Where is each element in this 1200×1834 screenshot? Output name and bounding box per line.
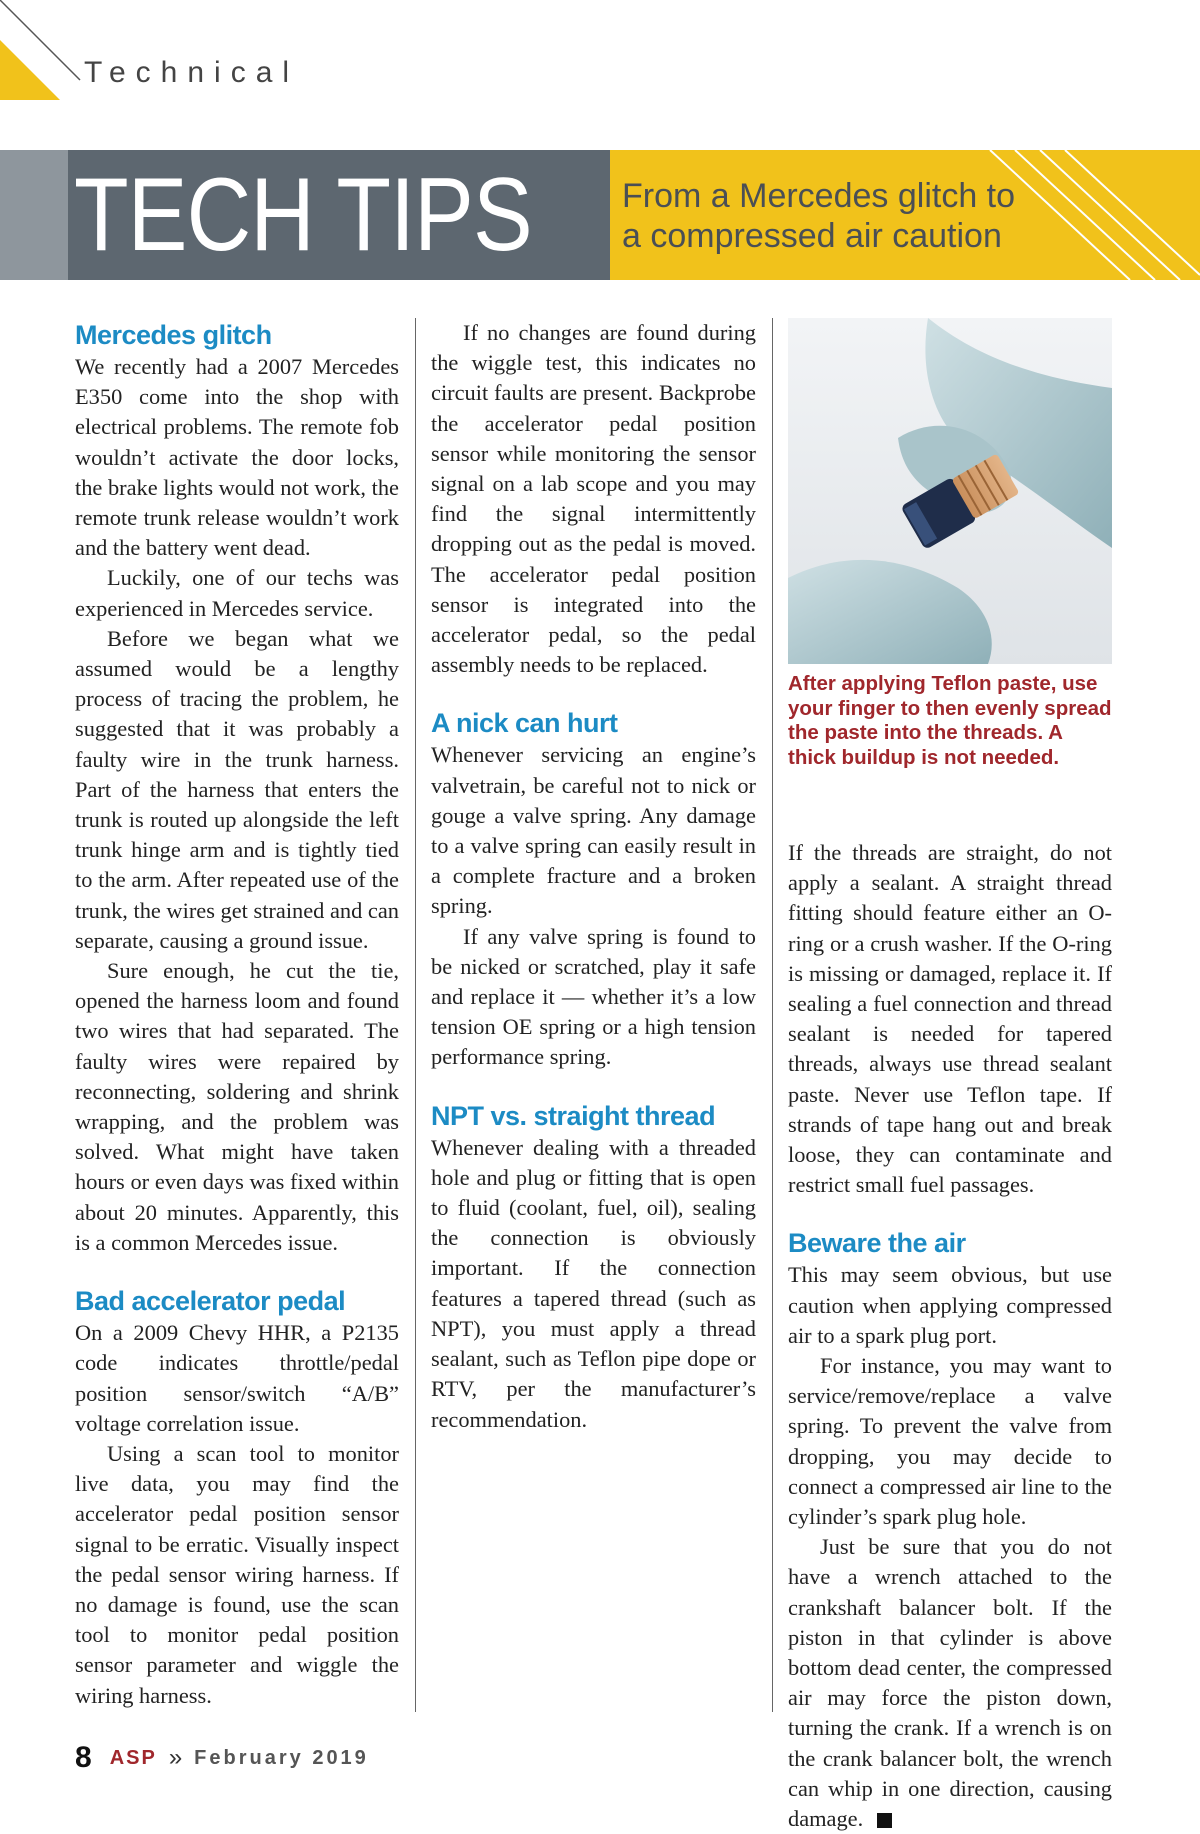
paragraph: If the threads are straight, do not apply a sealant. A straight thread fitting should feature either an O-ring or a crush washer. If the O-ring is missing or damaged, replace it. If sealing a fuel connection and thread sealant is needed for tapered threads, always use thread sealant paste. Never use Teflon tape. If strands of tape hang out and break loose, they can contaminate and restrict small fuel passages.	[788, 840, 1112, 1198]
paragraph-text: Just be sure that you do not have a wrench attached to the crankshaft balancer bolt. If the piston in that cylinder is above bottom dead center, the compressed air may force the piston down, turning the crank. If a wrench is on the crank balancer bolt, the wrench can whip in one direction, causing damage.	[788, 1534, 1112, 1832]
page-title: TECH TIPS	[74, 157, 532, 273]
paragraph: Whenever servicing an engine’s valvetrain, be careful not to nick or gouge a valve spring. Any damage to a valve spring can easily result in a complete fracture and a broken spring.	[431, 742, 756, 919]
paragraph	[788, 1532, 1112, 1834]
heading-mercedes-glitch: Mercedes glitch	[75, 320, 272, 350]
column-1	[75, 318, 399, 1711]
column-divider	[772, 318, 773, 1712]
paragraph: For instance, you may want to service/remove/replace a valve spring. To prevent the valve from dropping, you may decide to connect a compressed air line to the cylinder’s spark plug hole.	[788, 1353, 1112, 1530]
heading-npt-vs-straight-thread: NPT vs. straight thread	[431, 1100, 716, 1131]
page-number: 8	[75, 1741, 92, 1774]
paragraph: We recently had a 2007 Mercedes E350 come into the shop with electrical problems. The remote fob wouldn’t activate the door locks, the brake lights would not work, the remote trunk release wouldn’t work and the battery went dead.	[75, 354, 399, 561]
column-divider	[415, 318, 416, 1712]
paragraph: Using a scan tool to monitor live data, you may find the accelerator pedal position sensor signal to be erratic. Visually inspect the pedal sensor wiring harness. If no damage is found, use the scan tool to monitor pedal position sensor parameter and wiggle the wiring harness.	[75, 1440, 399, 1708]
paragraph: On a 2009 Chevy HHR, a P2135 code indicates throttle/pedal position sensor/switch “A/B” voltage correlation issue.	[75, 1320, 399, 1436]
photo-caption: After applying Teflon paste, use your finger to then evenly spread the paste into the threads. A thick buildup is not needed.	[788, 672, 1112, 769]
paragraph: This may seem obvious, but use caution when applying compressed air to a spark plug port.	[788, 1262, 1112, 1348]
footer-separator: »	[168, 1744, 183, 1771]
end-of-article-mark	[877, 1813, 892, 1828]
issue-date: February 2019	[194, 1746, 369, 1769]
paragraph: Luckily, one of our techs was experienced in Mercedes service.	[75, 565, 399, 621]
heading-beware-the-air: Beware the air	[788, 1228, 966, 1259]
magazine-name: ASP	[109, 1746, 157, 1769]
paragraph: Sure enough, he cut the tie, opened the harness loom and found two wires that had separated. The faulty wires were repaired by reconnecting, soldering and shrink wrapping, and the problem was solved. What might have taken hours or even days was fixed within about 20 minutes. Apparently, this is a common Mercedes issue.	[75, 958, 399, 1255]
paragraph: Whenever dealing with a threaded hole and plug or fitting that is open to fluid (coolant, fuel, oil), sealing the connection is obviously important. If the connection features a tapered thread (such as NPT), you must apply a thread sealant, such as Teflon pipe dope or RTV, per the manufacturer’s recommendation.	[431, 1134, 756, 1432]
column-2	[431, 318, 756, 1435]
paragraph: If any valve spring is found to be nicked or scratched, play it safe and replace it — whether it’s a low tension OE spring or a high tension performance spring.	[431, 923, 756, 1070]
paragraph: Before we began what we assumed would be a lengthy process of tracing the problem, he suggested that it was probably a faulty wire in the trunk harness. Part of the harness that enters the trunk is routed up alongside the left trunk hinge arm and is tightly tied to the arm. After repeated use of the trunk, the wires get strained and can separate, causing a ground issue.	[75, 625, 399, 953]
heading-bad-accelerator-pedal: Bad accelerator pedal	[75, 1286, 346, 1317]
page-footer	[75, 1740, 369, 1776]
section-label: Technical	[84, 56, 300, 89]
heading-a-nick-can-hurt: A nick can hurt	[431, 708, 618, 739]
teflon-paste-photo	[788, 318, 1112, 664]
banner-accent-strip	[0, 150, 68, 280]
column-3	[788, 838, 1112, 1834]
paragraph: If no changes are found during the wiggle test, this indicates no circuit faults are present. Backprobe the accelerator pedal position sensor while monitoring the sensor signal on a lab scope and you may find the signal intermittently dropping out as the pedal is moved. The accelerator pedal position sensor is integrated into the accelerator pedal, so the pedal assembly needs to be replaced.	[431, 320, 756, 678]
page-subtitle: From a Mercedes glitch to a compressed air caution	[622, 177, 1016, 255]
